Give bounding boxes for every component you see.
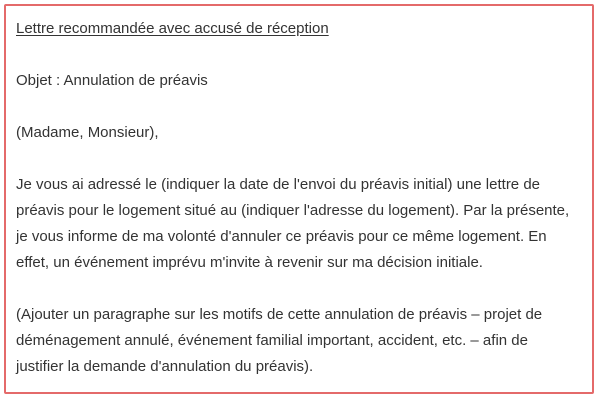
paragraph-line: déménagement annulé, événement familial important, accident, etc. – afin de bbox=[16, 332, 528, 349]
paragraph-line: préavis pour le logement situé au (indiquer l'adresse du logement). Par la présente, bbox=[16, 202, 570, 219]
letter-body bbox=[16, 16, 582, 380]
spacer bbox=[16, 276, 582, 302]
spacer bbox=[16, 94, 582, 120]
paragraph-line: (Ajouter un paragraphe sur les motifs de cette annulation de préavis – projet de bbox=[16, 306, 543, 323]
letter-heading: Lettre recommandée avec accusé de réception bbox=[16, 20, 329, 37]
letter-salutation: (Madame, Monsieur), bbox=[16, 124, 159, 141]
paragraph-2 bbox=[16, 302, 582, 380]
letter-frame bbox=[4, 4, 594, 394]
letter-subject: Objet : Annulation de préavis bbox=[16, 72, 208, 89]
paragraph-line: Je vous ai adressé le (indiquer la date de l'envoi du préavis initial) une lettre de bbox=[16, 176, 541, 193]
paragraph-line: effet, un événement imprévu m'invite à revenir sur ma décision initiale. bbox=[16, 254, 483, 271]
spacer bbox=[16, 42, 582, 68]
paragraph-line: justifier la demande d'annulation du préavis). bbox=[16, 358, 314, 375]
spacer bbox=[16, 146, 582, 172]
paragraph-line: je vous informe de ma volonté d'annuler ce préavis pour ce même logement. En bbox=[16, 228, 547, 245]
paragraph-1 bbox=[16, 172, 582, 276]
